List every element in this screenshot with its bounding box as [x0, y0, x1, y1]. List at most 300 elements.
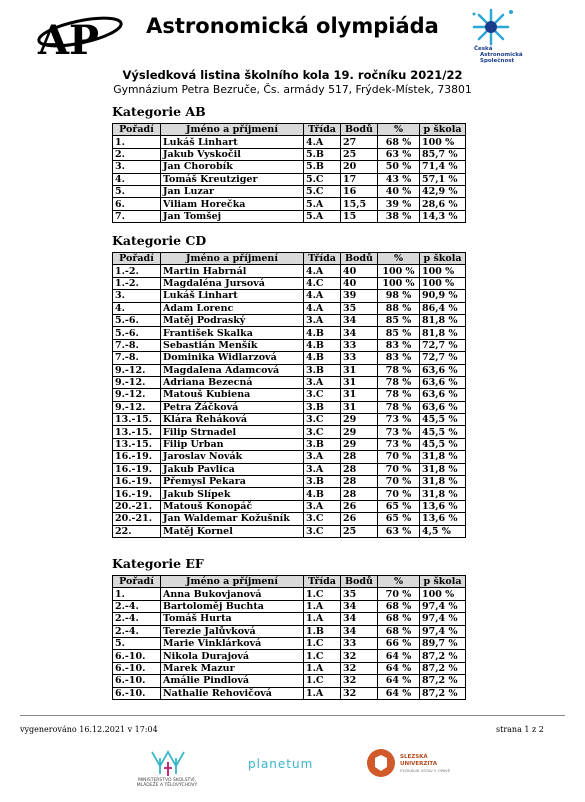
table-cell: 85 % [378, 327, 420, 339]
table-cell: 64 % [378, 675, 420, 687]
column-header: Pořadí [113, 124, 161, 136]
table-cell: 5.-6. [113, 327, 161, 339]
table-cell: Adam Lorenc [161, 302, 304, 314]
table-cell: 40 % [378, 185, 420, 197]
column-header: p škola [420, 124, 466, 136]
table-cell: 6.-10. [113, 675, 161, 687]
table-cell: 16.-19. [113, 463, 161, 475]
table-row [113, 277, 466, 289]
table-cell: 29 [341, 414, 378, 426]
column-header: Třída [304, 124, 341, 136]
table-cell: 5. [113, 637, 161, 649]
table-cell: 22. [113, 525, 161, 537]
table-row [113, 185, 466, 197]
table-row [113, 302, 466, 314]
column-header: Jméno a příjmení [161, 576, 304, 588]
table-row [113, 148, 466, 160]
table-cell: 28,6 % [420, 198, 466, 210]
table-cell: 34 [341, 600, 378, 612]
table-cell: 16 [341, 185, 378, 197]
table-row [113, 613, 466, 625]
table-cell: 85 % [378, 314, 420, 326]
table-cell: 9.-12. [113, 364, 161, 376]
table-cell: 28 [341, 451, 378, 463]
table-cell: 7.-8. [113, 339, 161, 351]
table-cell: Jakub Slípek [161, 488, 304, 500]
table-cell: 20.-21. [113, 500, 161, 512]
table-cell: 3.B [304, 476, 341, 488]
table-cell: 3.B [304, 364, 341, 376]
table-cell: 83 % [378, 352, 420, 364]
table-cell: Jan Luzar [161, 185, 304, 197]
table-cell: 72,7 % [420, 339, 466, 351]
table-cell: Amálie Pindlová [161, 675, 304, 687]
table-cell: 26 [341, 500, 378, 512]
table-cell: 3.B [304, 401, 341, 413]
table-cell: 2.-4. [113, 600, 161, 612]
table-cell: 87,2 % [420, 675, 466, 687]
table-row [113, 476, 466, 488]
column-header: Bodů [341, 124, 378, 136]
table-cell: 31 [341, 389, 378, 401]
table-cell: 28 [341, 476, 378, 488]
table-cell: 89,7 % [420, 637, 466, 649]
table-cell: Terezie Jalůvková [161, 625, 304, 637]
table-cell: Nathalie Rehovičová [161, 687, 304, 699]
table-cell: 6. [113, 198, 161, 210]
table-cell: 100 % [420, 588, 466, 600]
table-row [113, 650, 466, 662]
table-cell: 72,7 % [420, 352, 466, 364]
table-cell: 73 % [378, 426, 420, 438]
table-cell: Sebastián Menšík [161, 339, 304, 351]
generated-timestamp: vygenerováno 16.12.2021 v 17:04 [20, 725, 158, 734]
table-cell: 39 [341, 290, 378, 302]
table-cell: 20.-21. [113, 513, 161, 525]
table-cell: 40 [341, 277, 378, 289]
column-header: p škola [420, 576, 466, 588]
table-cell: 3.A [304, 463, 341, 475]
table-cell: 9.-12. [113, 376, 161, 388]
table-row [113, 327, 466, 339]
table-cell: 1.A [304, 613, 341, 625]
table-cell: 3.C [304, 525, 341, 537]
table-cell: 97,4 % [420, 600, 466, 612]
table-cell: 63,6 % [420, 376, 466, 388]
table-cell: 4.A [304, 302, 341, 314]
table-cell: 13.-15. [113, 426, 161, 438]
slu-crest-icon [366, 748, 396, 778]
column-header: Pořadí [113, 253, 161, 265]
table-row [113, 687, 466, 699]
table-cell: 6.-10. [113, 687, 161, 699]
column-header: Bodů [341, 253, 378, 265]
table-cell: Viliam Horečka [161, 198, 304, 210]
table-cell: 33 [341, 352, 378, 364]
table-row [113, 426, 466, 438]
table-cell: Magdalena Adamcová [161, 364, 304, 376]
table-cell: 5.B [304, 148, 341, 160]
table-cell: 1.C [304, 588, 341, 600]
table-row [113, 451, 466, 463]
table-cell: Jan Tomšej [161, 210, 304, 222]
table-cell: 31,8 % [420, 488, 466, 500]
table-cell: 16.-19. [113, 488, 161, 500]
table-cell: 4.B [304, 352, 341, 364]
table-cell: Anna Bukovjanová [161, 588, 304, 600]
table-cell: 40 [341, 265, 378, 277]
table-cell: Klára Řeháková [161, 414, 304, 426]
table-cell: 63 % [378, 148, 420, 160]
table-cell: 9.-12. [113, 389, 161, 401]
table-cell: 70 % [378, 463, 420, 475]
table-cell: 1. [113, 588, 161, 600]
table-cell: 4.A [304, 290, 341, 302]
table-header-row [113, 124, 466, 136]
table-cell: Matouš Konopáč [161, 500, 304, 512]
table-cell: 85,7 % [420, 148, 466, 160]
table-cell: 1.-2. [113, 265, 161, 277]
table-row [113, 662, 466, 674]
results-table [112, 252, 466, 538]
table-row [113, 136, 466, 148]
table-cell: Marek Mazur [161, 662, 304, 674]
table-cell: 87,2 % [420, 662, 466, 674]
table-cell: 70 % [378, 588, 420, 600]
table-cell: 87,2 % [420, 687, 466, 699]
table-row [113, 376, 466, 388]
table-cell: 5.C [304, 173, 341, 185]
table-cell: 68 % [378, 600, 420, 612]
table-cell: 34 [341, 625, 378, 637]
table-cell: 2.-4. [113, 625, 161, 637]
column-header: Třída [304, 576, 341, 588]
table-row [113, 525, 466, 537]
category-heading: Kategorie EF [112, 556, 204, 571]
table-cell: 5.A [304, 198, 341, 210]
table-cell: 83 % [378, 339, 420, 351]
table-cell: 3.A [304, 500, 341, 512]
table-row [113, 290, 466, 302]
slu-name: SLEZSKÁ UNIVERZITA [400, 754, 437, 767]
table-cell: 32 [341, 662, 378, 674]
table-cell: 4.B [304, 339, 341, 351]
table-cell: 63 % [378, 525, 420, 537]
table-cell: František Skalka [161, 327, 304, 339]
table-cell: 31 [341, 401, 378, 413]
table-cell: 1.A [304, 600, 341, 612]
table-cell: 4.C [304, 277, 341, 289]
category-heading: Kategorie AB [112, 104, 206, 119]
table-cell: 100 % [378, 265, 420, 277]
table-cell: 73 % [378, 414, 420, 426]
table-cell: 65 % [378, 500, 420, 512]
table-cell: 4.B [304, 327, 341, 339]
table-cell: 97,4 % [420, 613, 466, 625]
table-cell: Matěj Podraský [161, 314, 304, 326]
table-cell: 78 % [378, 401, 420, 413]
table-cell: 88 % [378, 302, 420, 314]
table-cell: 97,4 % [420, 625, 466, 637]
table-cell: 4.B [304, 488, 341, 500]
table-row [113, 364, 466, 376]
table-row [113, 352, 466, 364]
category-heading: Kategorie CD [112, 233, 207, 248]
table-cell: 15,5 [341, 198, 378, 210]
table-cell: 31 [341, 376, 378, 388]
table-cell: 17 [341, 173, 378, 185]
table-cell: 3.C [304, 414, 341, 426]
table-cell: 7. [113, 210, 161, 222]
table-cell: Magdaléna Jursová [161, 277, 304, 289]
table-cell: 7.-8. [113, 352, 161, 364]
table-cell: 78 % [378, 376, 420, 388]
society-name: Česká Astronomická Společnost [474, 46, 523, 64]
table-row [113, 401, 466, 413]
table-cell: 81,8 % [420, 327, 466, 339]
table-row [113, 161, 466, 173]
table-cell: 64 % [378, 662, 420, 674]
msmt-logo-icon [130, 748, 212, 796]
table-cell: 1.B [304, 625, 341, 637]
table-cell: 1.A [304, 687, 341, 699]
table-cell: 33 [341, 339, 378, 351]
table-row [113, 265, 466, 277]
table-cell: 73 % [378, 438, 420, 450]
table-cell: 27 [341, 136, 378, 148]
table-cell: 38 % [378, 210, 420, 222]
table-cell: 3.B [304, 438, 341, 450]
table-cell: 6.-10. [113, 662, 161, 674]
table-cell: 32 [341, 650, 378, 662]
table-cell: 35 [341, 588, 378, 600]
table-cell: 68 % [378, 613, 420, 625]
table-cell: Adriana Bezecná [161, 376, 304, 388]
table-cell: Tomáš Kreutziger [161, 173, 304, 185]
slu-institute: FYZIKÁLNÍ ÚSTAV V OPAVĚ [400, 768, 451, 773]
table-cell: Jan Chorobík [161, 161, 304, 173]
table-cell: 1.C [304, 650, 341, 662]
logo-text: AP [38, 17, 100, 60]
table-cell: 1.C [304, 637, 341, 649]
table-cell: 25 [341, 525, 378, 537]
table-cell: 34 [341, 314, 378, 326]
table-row [113, 438, 466, 450]
table-header-row [113, 253, 466, 265]
column-header: Bodů [341, 576, 378, 588]
table-row [113, 173, 466, 185]
table-cell: 100 % [420, 265, 466, 277]
table-cell: 26 [341, 513, 378, 525]
table-row [113, 600, 466, 612]
table-cell: 50 % [378, 161, 420, 173]
table-cell: 63,6 % [420, 364, 466, 376]
table-cell: 35 [341, 302, 378, 314]
table-cell: Matěj Kornel [161, 525, 304, 537]
table-cell: 31,8 % [420, 463, 466, 475]
table-cell: 31,8 % [420, 451, 466, 463]
table-cell: 34 [341, 327, 378, 339]
table-cell: 13.-15. [113, 414, 161, 426]
table-cell: 5.C [304, 185, 341, 197]
table-cell: 13.-15. [113, 438, 161, 450]
table-cell: 5.-6. [113, 314, 161, 326]
table-cell: 57,1 % [420, 173, 466, 185]
table-row [113, 675, 466, 687]
table-cell: 45,5 % [420, 426, 466, 438]
table-cell: Lukáš Linhart [161, 290, 304, 302]
column-header: Jméno a příjmení [161, 124, 304, 136]
column-header: Jméno a příjmení [161, 253, 304, 265]
table-cell: Bartoloměj Buchta [161, 600, 304, 612]
table-cell: Marie Vinklárková [161, 637, 304, 649]
table-cell: 4. [113, 302, 161, 314]
column-header: % [378, 576, 420, 588]
table-cell: 39 % [378, 198, 420, 210]
table-cell: 28 [341, 463, 378, 475]
table-row [113, 625, 466, 637]
table-cell: 25 [341, 148, 378, 160]
results-subtitle: Výsledková listina školního kola 19. ročníku 2021/22 [122, 68, 463, 82]
table-cell: 81,8 % [420, 314, 466, 326]
table-cell: 33 [341, 637, 378, 649]
table-cell: 13,6 % [420, 500, 466, 512]
table-cell: 64 % [378, 687, 420, 699]
table-cell: 9.-12. [113, 401, 161, 413]
table-cell: Nikola Durajová [161, 650, 304, 662]
table-cell: Jakub Vyskočil [161, 148, 304, 160]
table-row [113, 198, 466, 210]
table-row [113, 463, 466, 475]
page-title: Astronomická olympiáda [146, 14, 439, 38]
table-cell: 100 % [378, 277, 420, 289]
table-cell: 4.A [304, 136, 341, 148]
table-row [113, 389, 466, 401]
table-cell: 70 % [378, 476, 420, 488]
table-cell: 45,5 % [420, 414, 466, 426]
table-cell: 4. [113, 173, 161, 185]
table-row [113, 339, 466, 351]
table-cell: 3.A [304, 376, 341, 388]
table-cell: Tomáš Hurta [161, 613, 304, 625]
table-cell: Matouš Kubiena [161, 389, 304, 401]
table-cell: 1. [113, 136, 161, 148]
table-cell: 5.A [304, 210, 341, 222]
table-cell: 42,9 % [420, 185, 466, 197]
table-row [113, 588, 466, 600]
table-cell: 32 [341, 687, 378, 699]
table-cell: Filip Strnadel [161, 426, 304, 438]
table-cell: Přemysl Pekara [161, 476, 304, 488]
table-cell: 63,6 % [420, 389, 466, 401]
table-cell: 90,9 % [420, 290, 466, 302]
table-cell: 2. [113, 148, 161, 160]
table-cell: 6.-10. [113, 650, 161, 662]
table-cell: 31,8 % [420, 476, 466, 488]
table-cell: 3.A [304, 451, 341, 463]
table-cell: 1.-2. [113, 277, 161, 289]
column-header: % [378, 124, 420, 136]
table-cell: Dominika Widlarzová [161, 352, 304, 364]
table-cell: 3.A [304, 314, 341, 326]
table-cell: 68 % [378, 625, 420, 637]
table-cell: 3. [113, 161, 161, 173]
table-cell: 100 % [420, 277, 466, 289]
table-cell: 29 [341, 438, 378, 450]
table-cell: 3.C [304, 426, 341, 438]
table-cell: 29 [341, 426, 378, 438]
table-cell: 1.A [304, 662, 341, 674]
table-cell: 66 % [378, 637, 420, 649]
table-cell: 78 % [378, 389, 420, 401]
table-cell: 100 % [420, 136, 466, 148]
table-cell: 98 % [378, 290, 420, 302]
table-cell: 65 % [378, 513, 420, 525]
table-cell: Lukáš Linhart [161, 136, 304, 148]
table-cell: 20 [341, 161, 378, 173]
column-header: Třída [304, 253, 341, 265]
table-cell: 2.-4. [113, 613, 161, 625]
table-cell: 70 % [378, 488, 420, 500]
table-row [113, 314, 466, 326]
table-row [113, 488, 466, 500]
table-row [113, 414, 466, 426]
table-cell: 3.C [304, 513, 341, 525]
table-cell: 63,6 % [420, 401, 466, 413]
table-cell: 86,4 % [420, 302, 466, 314]
table-cell: Petra Žáčková [161, 401, 304, 413]
table-row [113, 500, 466, 512]
table-cell: Jaroslav Novák [161, 451, 304, 463]
table-cell: 1.C [304, 675, 341, 687]
table-cell: 16.-19. [113, 476, 161, 488]
footer-divider [20, 715, 565, 716]
table-cell: 3.C [304, 389, 341, 401]
table-cell: 15 [341, 210, 378, 222]
table-header-row [113, 576, 466, 588]
table-cell: 32 [341, 675, 378, 687]
table-cell: 28 [341, 488, 378, 500]
table-cell: 13,6 % [420, 513, 466, 525]
table-cell: 68 % [378, 136, 420, 148]
results-table [112, 123, 466, 223]
table-row [113, 210, 466, 222]
table-cell: 16.-19. [113, 451, 161, 463]
planetum-logo: planetum [248, 757, 314, 771]
table-cell: 70 % [378, 451, 420, 463]
school-address: Gymnázium Petra Bezruče, Čs. armády 517, Frýdek-Místek, 73801 [113, 83, 472, 96]
table-cell: 14,3 % [420, 210, 466, 222]
table-row [113, 637, 466, 649]
results-table [112, 575, 466, 700]
table-cell: 87,2 % [420, 650, 466, 662]
table-cell: 3. [113, 290, 161, 302]
table-cell: Jan Waldemar Kožušník [161, 513, 304, 525]
table-cell: 78 % [378, 364, 420, 376]
table-cell: 5. [113, 185, 161, 197]
msmt-name: MINISTERSTVO ŠKOLSTVÍ, MLÁDEŽE A TĚLOVÝCHOVY [136, 778, 198, 788]
column-header: % [378, 253, 420, 265]
table-cell: 45,5 % [420, 438, 466, 450]
table-cell: 5.B [304, 161, 341, 173]
table-cell: Filip Urban [161, 438, 304, 450]
table-cell: 31 [341, 364, 378, 376]
table-cell: 64 % [378, 650, 420, 662]
table-cell: Martin Habrnál [161, 265, 304, 277]
table-cell: 4,5 % [420, 525, 466, 537]
table-cell: 71,4 % [420, 161, 466, 173]
table-cell: 43 % [378, 173, 420, 185]
